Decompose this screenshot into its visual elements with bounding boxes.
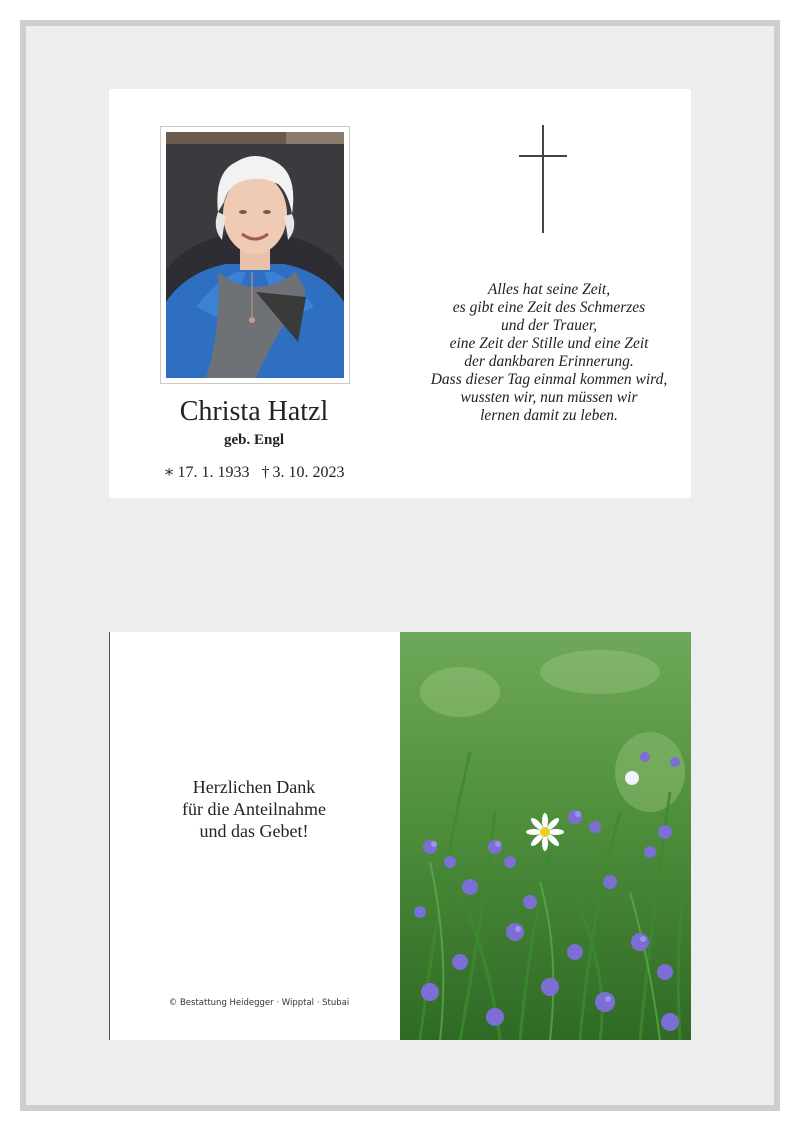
poem-line: wussten wir, nun müssen wir [460, 389, 638, 406]
flower-meadow-photo [400, 632, 691, 1040]
poem-line: eine Zeit der Stille und eine Zeit [449, 335, 649, 352]
thank-you-message [109, 776, 399, 842]
mourning-card-front [109, 89, 691, 498]
poem-line: lernen damit zu leben. [480, 407, 618, 424]
life-dates [109, 462, 399, 482]
birth-name: geb. Engl [223, 432, 284, 448]
thanks-line: Herzlichen Dank [192, 777, 316, 797]
cross-icon [519, 125, 567, 233]
poem-line: Alles hat seine Zeit, [487, 281, 611, 298]
portrait-photo-frame [160, 126, 350, 384]
born-symbol: ∗ [163, 464, 175, 481]
mourning-card-back [109, 632, 691, 1040]
born-date: 17. 1. 1933 [177, 464, 250, 481]
funeral-home-credit: © Bestattung Heidegger · Wipptal · Stubai [168, 998, 350, 1008]
thanks-line: für die Anteilnahme [182, 799, 326, 819]
poem-line: es gibt eine Zeit des Schmerzes [452, 299, 646, 316]
poem-line: der dankbaren Erinnerung. [464, 353, 634, 370]
thanks-line: und das Gebet! [199, 821, 309, 841]
died-symbol: † [261, 464, 270, 481]
died-date: 3. 10. 2023 [272, 464, 345, 481]
memorial-poem [409, 281, 689, 425]
poem-line: und der Trauer, [500, 317, 598, 334]
deceased-name: Christa Hatzl [179, 396, 329, 427]
poem-line: Dass dieser Tag einmal kommen wird, [430, 371, 668, 388]
portrait-photo [166, 132, 344, 378]
